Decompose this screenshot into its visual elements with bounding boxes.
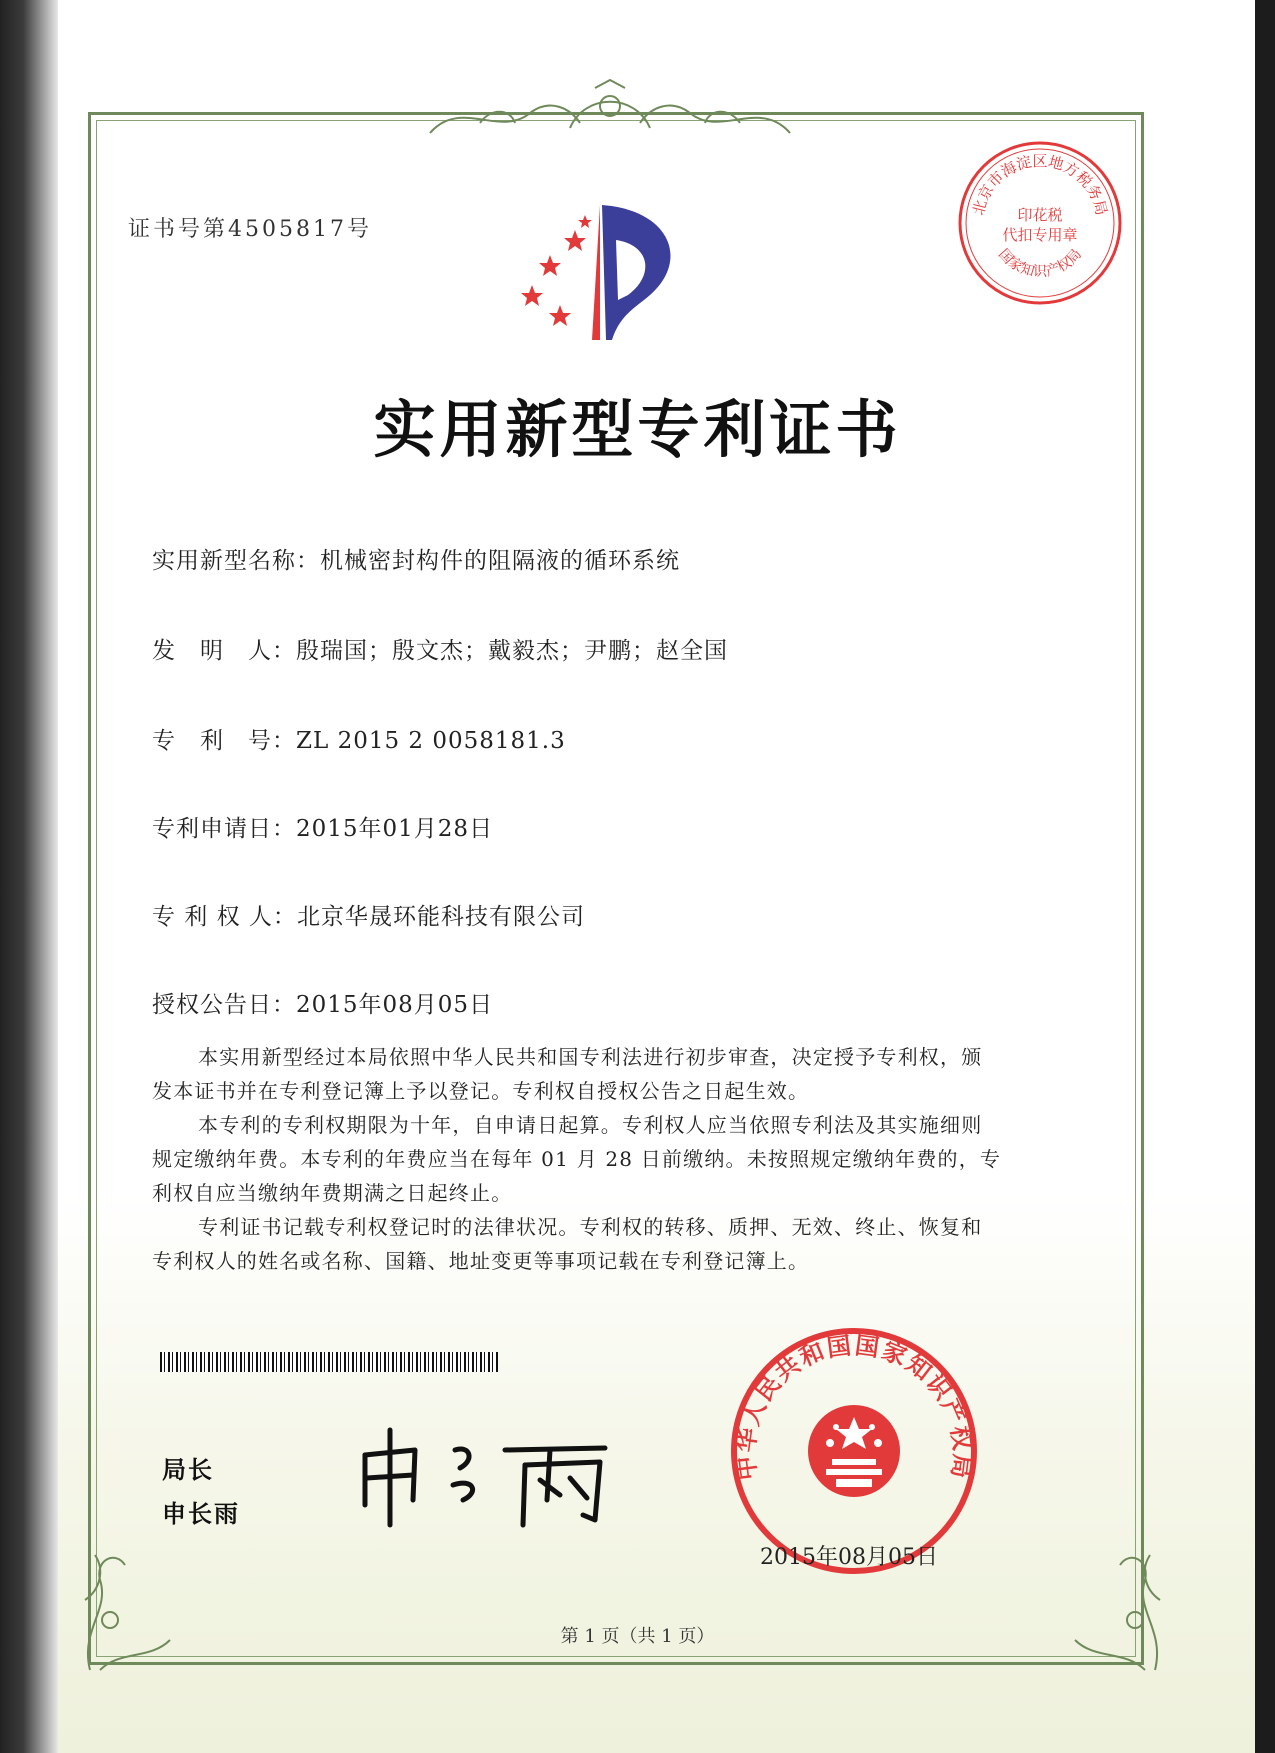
- director-name: 申长雨: [162, 1500, 240, 1528]
- svg-text:国家知识产权局: 国家知识产权局: [995, 246, 1085, 281]
- top-ornament-icon: [420, 78, 800, 148]
- grant-date-row: [152, 986, 493, 1019]
- field-value: 2015年08月05日: [296, 992, 494, 1018]
- field-value: ZL 2015 2 0058181.3: [296, 728, 566, 754]
- body-paragraph: 本专利的专利权期限为十年，自申请日起算。专利权人应当依照专利法及其实施细则: [198, 1113, 983, 1137]
- tax-seal-stamp: [955, 138, 1125, 308]
- certificate-number: 证书号第4505817号: [128, 217, 372, 242]
- patent-number-row: [152, 722, 566, 755]
- application-date-row: [152, 810, 493, 843]
- field-label: 授权公告日：: [152, 992, 296, 1018]
- corner-ornament-bottom-left-icon: [70, 1530, 190, 1680]
- utility-model-name-row: [152, 542, 680, 575]
- body-paragraph: 专利证书记载专利权登记时的法律状况。专利权的转移、质押、无效、终止、恢复和: [198, 1215, 983, 1239]
- page-title: 实用新型专利证书: [373, 393, 902, 466]
- body-paragraph: 本实用新型经过本局依照中华人民共和国专利法进行初步审查，决定授予专利权，颁: [198, 1045, 983, 1069]
- field-label: 专 利 权 人：: [152, 904, 297, 930]
- field-value: 殷瑞国；殷文杰；戴毅杰；尹鹏；赵全国: [296, 638, 728, 664]
- body-paragraph-continued: 发本证书并在专利登记簿上予以登记。专利权自授权公告之日起生效。: [152, 1079, 810, 1103]
- body-paragraph-continued: 利权自应当缴纳年费期满之日起终止。: [152, 1181, 513, 1205]
- scan-binding-shadow: [0, 0, 58, 1753]
- certificate-body-text: [152, 1040, 1057, 1278]
- field-value: 北京华晟环能科技有限公司: [296, 904, 585, 930]
- scan-right-edge: [1255, 0, 1275, 1753]
- inventor-row: [152, 632, 728, 665]
- svg-text:代扣专用章: 代扣专用章: [1002, 226, 1078, 244]
- svg-text:印花税: 印花税: [1017, 206, 1063, 224]
- body-paragraph-continued: 专利权人的姓名或名称、国籍、地址变更等事项记载在专利登记簿上。: [152, 1249, 810, 1273]
- body-paragraph-continued: 规定缴纳年费。本专利的年费应当在每年 01 月 28 日前缴纳。未按照规定缴纳年费的，专: [152, 1147, 1002, 1171]
- director-title: 局长: [162, 1456, 214, 1484]
- field-label: 专 利 号：: [152, 728, 296, 754]
- svg-text:中华人民共和国国家知识产权局: 中华人民共和国国家知识产权局: [731, 1331, 977, 1482]
- field-label: 实用新型名称：: [152, 548, 320, 574]
- patent-office-logo-icon: [520, 200, 720, 345]
- field-label: 专利申请日：: [152, 816, 296, 842]
- field-value: 2015年01月28日: [296, 816, 494, 842]
- patentee-row: [152, 898, 585, 931]
- issue-date: 2015年08月05日: [760, 1545, 938, 1570]
- field-value: 机械密封构件的阻隔液的循环系统: [320, 548, 680, 574]
- svg-text:北京市海淀区地方税务局: 北京市海淀区地方税务局: [969, 152, 1111, 218]
- barcode: [160, 1352, 498, 1372]
- corner-ornament-bottom-right-icon: [1055, 1530, 1175, 1680]
- field-label: 发 明 人：: [152, 638, 296, 664]
- director-signature: [355, 1420, 625, 1530]
- page-number: 第 1 页（共 1 页）: [560, 1626, 715, 1647]
